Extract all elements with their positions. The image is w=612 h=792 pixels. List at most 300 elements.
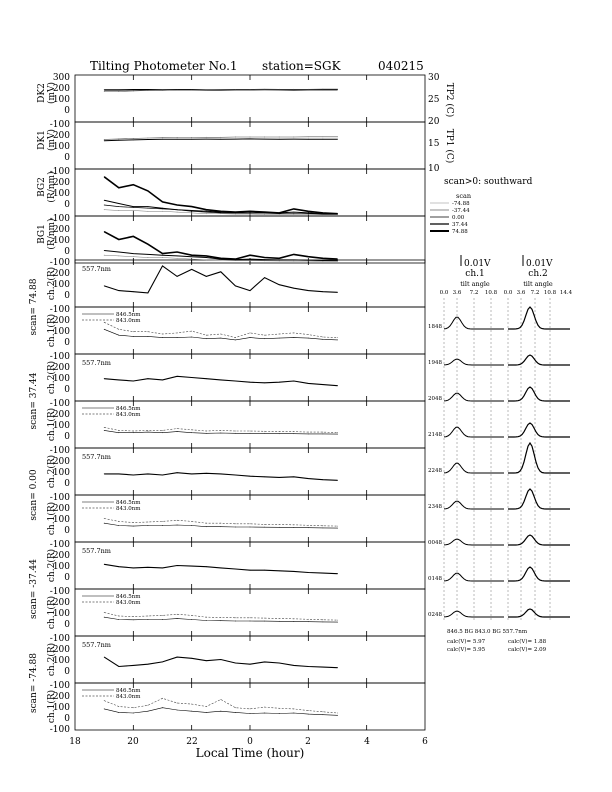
series-2-point-4 — [162, 139, 163, 140]
series-10-point-8 — [220, 260, 221, 261]
series-19-point-0 — [104, 518, 105, 519]
series-5-point-6 — [191, 210, 192, 211]
series-17-point-1 — [118, 474, 119, 475]
tilt2-tick-3: 10.8 — [543, 290, 557, 296]
scan-3-ch2-label: ch.2(R) — [47, 548, 57, 583]
side-bottom-labels: 846.5 BG 843.0 BG 557.7nm — [447, 629, 528, 635]
series-10-point-3 — [148, 257, 149, 258]
series-5-point-12 — [279, 213, 280, 214]
bg2-ylabel-unit: (R/nm) — [47, 171, 57, 203]
series-0-point-1 — [118, 90, 119, 91]
dk1-tick-3: 0 — [64, 153, 70, 163]
series-21-point-8 — [220, 620, 221, 621]
series-12-point-9 — [235, 340, 236, 341]
series-8-point-5 — [177, 252, 178, 253]
series-25-point-3 — [148, 705, 149, 706]
series-4-point-6 — [191, 206, 192, 207]
series-19-point-7 — [206, 523, 207, 524]
scan-4-ch1-label: ch.1(R) — [47, 689, 57, 724]
series-6-point-11 — [264, 213, 265, 214]
bg1-tick-1: 200 — [52, 225, 70, 235]
bg1-tick-2: 100 — [52, 236, 70, 246]
series-8-point-3 — [148, 244, 149, 245]
series-20-point-10 — [250, 570, 251, 571]
series-11-point-11 — [264, 277, 265, 278]
right-tick-1: 25 — [428, 95, 440, 105]
series-21-point-5 — [177, 618, 178, 619]
series-1-point-2 — [133, 91, 134, 92]
series-25-point-16 — [337, 713, 338, 714]
scan-label-3: scan= -37.44 — [29, 558, 39, 620]
series-17-point-9 — [235, 475, 236, 476]
series-20-point-6 — [191, 566, 192, 567]
series-14-point-15 — [323, 384, 324, 385]
series-7-point-10 — [250, 214, 251, 215]
series-21-point-2 — [133, 619, 134, 620]
series-12-point-2 — [133, 336, 134, 337]
scan-legend-entry-2: 0.00 — [452, 215, 465, 221]
series-4-point-13 — [293, 209, 294, 210]
series-24-point-8 — [220, 711, 221, 712]
dk2-tick-2: 100 — [52, 95, 70, 105]
series-19-point-8 — [220, 523, 221, 524]
series-5-point-0 — [104, 200, 105, 201]
series-5-point-4 — [162, 208, 163, 209]
series-14-point-13 — [293, 381, 294, 382]
series-5-point-8 — [220, 212, 221, 213]
calc2-a: calc(V)= 1.88 — [508, 639, 547, 645]
series-10-point-1 — [118, 256, 119, 257]
series-12-point-7 — [206, 338, 207, 339]
dk1-tick-0: -100 — [49, 120, 70, 130]
series-15-point-2 — [133, 432, 134, 433]
series-4-point-14 — [308, 211, 309, 212]
series-11-point-10 — [250, 290, 251, 291]
series-3-point-14 — [308, 136, 309, 137]
series-24-point-0 — [104, 709, 105, 710]
series-19-point-3 — [148, 522, 149, 523]
series-4-point-15 — [323, 213, 324, 214]
series-24-point-2 — [133, 713, 134, 714]
scan-0-ch2-tick-3: 0 — [64, 291, 70, 301]
scan-3-ch1-tick-1: 200 — [52, 598, 70, 608]
tp2-label: TP2 (C) — [444, 82, 454, 118]
dk2-ylabel: DK2 — [37, 83, 47, 103]
series-5-point-3 — [148, 206, 149, 207]
series-18 — [104, 523, 337, 528]
scan-3-ch2-tick-0: -100 — [49, 540, 70, 550]
series-20-point-16 — [337, 573, 338, 574]
scan-legend-title: scan — [456, 192, 472, 200]
series-7-point-13 — [293, 214, 294, 215]
series-9-point-3 — [148, 254, 149, 255]
series-24-point-16 — [337, 715, 338, 716]
series-17-point-3 — [148, 474, 149, 475]
series-23-point-13 — [293, 665, 294, 666]
series-22-point-16 — [337, 620, 338, 621]
series-16-point-2 — [133, 431, 134, 432]
series-23-point-14 — [308, 666, 309, 667]
series-11-point-7 — [206, 276, 207, 277]
series-15-point-7 — [206, 433, 207, 434]
series-17-point-4 — [162, 475, 163, 476]
series-17-point-13 — [293, 476, 294, 477]
series-10-point-11 — [264, 260, 265, 261]
series-22-point-10 — [250, 617, 251, 618]
series-12-point-0 — [104, 329, 105, 330]
scan-2-ch2-tick-2: 100 — [52, 468, 70, 478]
side-profile-ch2-2 — [508, 387, 570, 401]
series-8-point-13 — [293, 254, 294, 255]
series-18-point-3 — [148, 525, 149, 526]
series-11-point-8 — [220, 271, 221, 272]
series-16-point-10 — [250, 431, 251, 432]
series-5-point-2 — [133, 206, 134, 207]
scan-1-ch1-tick-3: 0 — [64, 432, 70, 442]
series-12-point-13 — [293, 337, 294, 338]
series-16-point-14 — [308, 432, 309, 433]
scan-legend-entry-4: 74.88 — [452, 229, 468, 235]
side-time-7: 0148 — [428, 576, 442, 582]
series-1-point-4 — [162, 90, 163, 91]
series-7-point-3 — [148, 211, 149, 212]
series-1-point-5 — [177, 90, 178, 91]
series-14-point-8 — [220, 380, 221, 381]
right-tick-3: 15 — [428, 139, 440, 149]
series-24-point-15 — [323, 714, 324, 715]
series-6-point-10 — [250, 213, 251, 214]
side-time-6: 0048 — [428, 540, 442, 546]
side-profile-ch2-5 — [508, 489, 570, 509]
series-2-point-2 — [133, 140, 134, 141]
series-25 — [104, 698, 337, 713]
series-9-point-11 — [264, 259, 265, 260]
series-17-point-11 — [264, 476, 265, 477]
scan-0-ch1-legend-1: 843.0nm — [116, 318, 141, 324]
scan-legend-entry-0: -74.88 — [452, 201, 470, 207]
scan-0-ch2-label: ch.2(R) — [47, 266, 57, 301]
side-profiles — [428, 307, 570, 618]
side-time-5: 2348 — [428, 504, 442, 510]
scan-1-ch1-label: ch.1(R) — [47, 407, 57, 442]
scan-2-ch1-label: ch.1(R) — [47, 501, 57, 536]
series-2-point-0 — [104, 140, 105, 141]
series-25-point-12 — [279, 708, 280, 709]
scan-2-ch2-tick-3: 0 — [64, 479, 70, 489]
series-25-point-11 — [264, 707, 265, 708]
series-13-point-11 — [264, 335, 265, 336]
series-19-point-9 — [235, 523, 236, 524]
series-3-point-2 — [133, 138, 134, 139]
series-9-point-12 — [279, 260, 280, 261]
series-14-point-0 — [104, 378, 105, 379]
series-9-point-13 — [293, 260, 294, 261]
series-12-point-8 — [220, 338, 221, 339]
series-16-point-5 — [177, 428, 178, 429]
series-13-point-4 — [162, 334, 163, 335]
side-time-3: 2148 — [428, 432, 442, 438]
scan-4-ch2-tick-0: -100 — [49, 634, 70, 644]
series-20-point-4 — [162, 568, 163, 569]
series-13 — [104, 322, 337, 337]
tilt1-tick-0: 0.0 — [439, 290, 449, 296]
series-22-point-7 — [206, 617, 207, 618]
scan-3-ch2-tick-1: 200 — [52, 551, 70, 561]
series-22-point-15 — [323, 619, 324, 620]
series-14-point-6 — [191, 377, 192, 378]
panel-frame-0 — [75, 75, 425, 122]
series-14-point-11 — [264, 382, 265, 383]
series-21-point-14 — [308, 621, 309, 622]
series-23-point-4 — [162, 662, 163, 663]
scan-3-line-label: 557.7nm — [82, 547, 111, 555]
scan-0-line-label: 557.7nm — [82, 265, 111, 273]
x-tick-1: 20 — [127, 737, 139, 747]
scan-3-ch1-tick-2: 100 — [52, 609, 70, 619]
series-20-point-7 — [206, 566, 207, 567]
series-14-point-14 — [308, 383, 309, 384]
series-11-point-0 — [104, 286, 105, 287]
scan-1-ch1-tick-0: -100 — [49, 399, 70, 409]
series-4-point-8 — [220, 211, 221, 212]
series-19-point-13 — [293, 524, 294, 525]
series-1-point-11 — [264, 89, 265, 90]
series-15-point-12 — [279, 433, 280, 434]
series-13-point-2 — [133, 331, 134, 332]
series-20 — [104, 564, 337, 573]
series-14-point-2 — [133, 381, 134, 382]
scan-3-ch2-tick-2: 100 — [52, 562, 70, 572]
scan-1-ch1-legend-1: 843.0nm — [116, 412, 141, 418]
series-19-point-15 — [323, 525, 324, 526]
series-21-point-12 — [279, 621, 280, 622]
series-2-point-1 — [118, 140, 119, 141]
series-15-point-15 — [323, 434, 324, 435]
series-20-point-8 — [220, 568, 221, 569]
series-18-point-1 — [118, 525, 119, 526]
dk2-ylabel-unit: (mV) — [47, 81, 57, 105]
series-17-point-10 — [250, 476, 251, 477]
series-16-point-8 — [220, 430, 221, 431]
series-12-point-4 — [162, 337, 163, 338]
series-10-point-15 — [323, 261, 324, 262]
scan-1-ch2-tick-3: 0 — [64, 385, 70, 395]
series-14-point-7 — [206, 378, 207, 379]
series-16-point-13 — [293, 431, 294, 432]
series-11-point-15 — [323, 291, 324, 292]
scan-4-ch2-tick-3: 0 — [64, 667, 70, 677]
scan-0-ch1-label: ch.1(R) — [47, 313, 57, 348]
series-6-point-8 — [220, 213, 221, 214]
series-14-point-10 — [250, 382, 251, 383]
series-1-point-0 — [104, 91, 105, 92]
series-1-point-7 — [206, 89, 207, 90]
series-25-point-9 — [235, 707, 236, 708]
panel-frame-4 — [75, 260, 425, 307]
scale2-label: 0.01V — [526, 259, 553, 269]
series-19-point-6 — [191, 521, 192, 522]
series-13-point-5 — [177, 333, 178, 334]
series-8-point-7 — [206, 256, 207, 257]
series-3-point-3 — [148, 138, 149, 139]
series-21-point-16 — [337, 622, 338, 623]
series-22-point-11 — [264, 618, 265, 619]
panel-stack — [75, 75, 425, 730]
series-24-point-7 — [206, 712, 207, 713]
scan-legend-entry-1: -37.44 — [452, 208, 470, 214]
series-4-point-4 — [162, 202, 163, 203]
ch1-side-label: ch.1 — [465, 269, 485, 279]
series-10-point-16 — [337, 261, 338, 262]
series-23-point-1 — [118, 666, 119, 667]
series-7-point-6 — [191, 213, 192, 214]
side-profile-ch2-1 — [508, 355, 570, 365]
series-19-point-14 — [308, 525, 309, 526]
side-profile-ch2-3 — [508, 423, 570, 437]
side-time-4: 2248 — [428, 468, 442, 474]
series-15-point-14 — [308, 434, 309, 435]
series-15-point-3 — [148, 432, 149, 433]
series-7-point-11 — [264, 214, 265, 215]
series-9-point-10 — [250, 259, 251, 260]
series-10-point-9 — [235, 260, 236, 261]
tilt2-tick-4: 14.4 — [559, 290, 573, 296]
x-tick-6: 6 — [422, 737, 428, 747]
series-23-point-12 — [279, 663, 280, 664]
series-9-point-2 — [133, 253, 134, 254]
series-9-point-9 — [235, 259, 236, 260]
series-23-point-2 — [133, 665, 134, 666]
series-1-point-8 — [220, 89, 221, 90]
date-label: 040215 — [378, 59, 424, 73]
series-0-point-2 — [133, 89, 134, 90]
series-0-point-0 — [104, 90, 105, 91]
series-11-point-14 — [308, 290, 309, 291]
scan-0-ch1-legend-0: 846.5nm — [116, 312, 141, 318]
series-15-point-0 — [104, 430, 105, 431]
dk1-tick-1: 200 — [52, 131, 70, 141]
series-8-point-2 — [133, 236, 134, 237]
series-2-point-15 — [323, 139, 324, 140]
series-7-point-4 — [162, 211, 163, 212]
series-22-point-9 — [235, 617, 236, 618]
series-23-point-6 — [191, 658, 192, 659]
series-10-point-14 — [308, 261, 309, 262]
series-12-point-3 — [148, 336, 149, 337]
series-7-point-1 — [118, 210, 119, 211]
panel-frame-10 — [75, 542, 425, 589]
series-19-point-4 — [162, 521, 163, 522]
series-17-point-12 — [279, 477, 280, 478]
series-23-point-5 — [177, 657, 178, 658]
series-3-point-15 — [323, 136, 324, 137]
panel-frame-2 — [75, 169, 425, 216]
series-12-point-15 — [323, 339, 324, 340]
side-time-0: 1848 — [428, 324, 442, 330]
panel-frame-6 — [75, 354, 425, 401]
series-15-point-16 — [337, 434, 338, 435]
series-15-point-10 — [250, 433, 251, 434]
scan-label-1: scan= 37.44 — [29, 372, 39, 430]
scan-2-ch2-tick-0: -100 — [49, 446, 70, 456]
series-7-point-5 — [177, 212, 178, 213]
series-24-point-10 — [250, 713, 251, 714]
series-11-point-16 — [337, 292, 338, 293]
series-22-point-8 — [220, 617, 221, 618]
series-17-point-15 — [323, 479, 324, 480]
series-4-point-0 — [104, 176, 105, 177]
series-10-point-2 — [133, 256, 134, 257]
series-21-point-6 — [191, 619, 192, 620]
scan-label-2: scan= 0.00 — [29, 469, 39, 521]
tilt1-tick-2: 7.2 — [469, 290, 479, 296]
series-1-point-15 — [323, 89, 324, 90]
series-4-point-11 — [264, 212, 265, 213]
bg1-ylabel: BG1 — [37, 224, 47, 244]
bg2-tick-2: 100 — [52, 189, 70, 199]
dk2-tick-0: 300 — [52, 73, 70, 83]
series-17-point-6 — [191, 474, 192, 475]
scan-4-ch2-label: ch.2(R) — [47, 642, 57, 677]
series-21-point-15 — [323, 622, 324, 623]
series-8-point-10 — [250, 255, 251, 256]
series-7-point-12 — [279, 214, 280, 215]
side-profile-ch2-4 — [508, 443, 570, 473]
series-25-point-8 — [220, 699, 221, 700]
series-24-point-4 — [162, 707, 163, 708]
series-9-point-15 — [323, 260, 324, 261]
series-17-point-0 — [104, 474, 105, 475]
series-3-point-16 — [337, 136, 338, 137]
scan-2-ch2-label: ch.2(R) — [47, 454, 57, 489]
scan-1-ch2-label: ch.2(R) — [47, 360, 57, 395]
series-8 — [104, 232, 337, 259]
scan-direction-note: scan>0: southward — [444, 177, 533, 187]
series-6-point-3 — [148, 208, 149, 209]
series-20-point-5 — [177, 565, 178, 566]
series-11 — [104, 266, 337, 293]
series-14 — [104, 376, 337, 385]
dk1-tick-2: 100 — [52, 142, 70, 152]
series-18-point-13 — [293, 527, 294, 528]
series-9-point-14 — [308, 260, 309, 261]
scan-2-ch1-tick-3: 0 — [64, 526, 70, 536]
series-13-point-12 — [279, 334, 280, 335]
series-16-point-1 — [118, 430, 119, 431]
series-22-point-6 — [191, 615, 192, 616]
series-4 — [104, 177, 337, 214]
series-18-point-9 — [235, 527, 236, 528]
series-10-point-4 — [162, 257, 163, 258]
series-18-point-5 — [177, 525, 178, 526]
series-11-point-12 — [279, 284, 280, 285]
series-5-point-1 — [118, 203, 119, 204]
scan-legend — [430, 177, 533, 235]
scan-4-ch1-tick-0: -100 — [49, 681, 70, 691]
series-19-point-5 — [177, 520, 178, 521]
scan-2-ch2-tick-1: 200 — [52, 457, 70, 467]
series-7-point-14 — [308, 214, 309, 215]
series-22-point-14 — [308, 619, 309, 620]
series-24-point-12 — [279, 713, 280, 714]
series-11-point-3 — [148, 293, 149, 294]
series-6-point-12 — [279, 213, 280, 214]
side-panel — [428, 255, 573, 653]
series-13-point-10 — [250, 333, 251, 334]
series-1-point-9 — [235, 89, 236, 90]
series-4-point-1 — [118, 187, 119, 188]
series-8-point-11 — [264, 257, 265, 258]
